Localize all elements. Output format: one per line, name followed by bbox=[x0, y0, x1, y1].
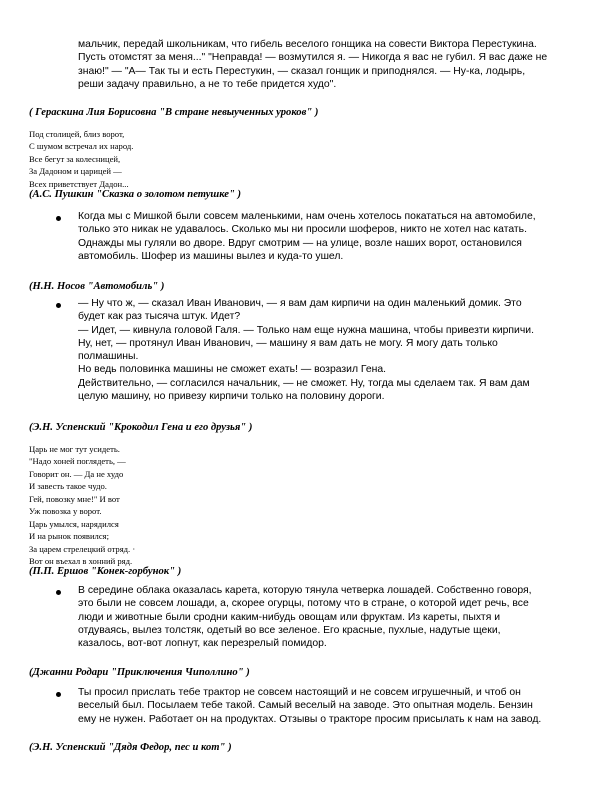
text-line: Но ведь половинка машины не сможет ехать! — возразил Гена. bbox=[78, 364, 387, 376]
text-line: это были не совсем лошади, а, скорее огурцы, потому что в стране, о которой идет речь, все bbox=[78, 598, 529, 610]
poem-line: За Дадоном и царицей — bbox=[29, 166, 122, 177]
text-line: автомобиль. Шофер из машины вылез и куда-то ушел. bbox=[78, 250, 344, 262]
source-citation: (Э.Н. Успенский "Крокодил Гена и его друзья" ) bbox=[29, 422, 253, 433]
text-line: — Ну что ж, — сказал Иван Иванович, — я вам дам кирпичи на один маленький домик. Это bbox=[78, 298, 522, 309]
text-line: отдуваясь, вылез толстяк, одетый во все зеленое. Его красные, пухлые, надутые щеки, bbox=[78, 624, 501, 636]
poem-line: И на рынок появился; bbox=[29, 531, 109, 542]
poem-line: И завесть такое чудо. bbox=[29, 481, 107, 492]
text-line: веселый был. Посылаем тебе такой. Самый веселый на заводе. Это опытная модель. Бензин bbox=[78, 700, 533, 712]
source-citation: (Н.Н. Носов "Автомобиль" ) bbox=[29, 281, 165, 292]
text-line: знаю!" — "А— Так ты и есть Перестукин, — сказал гонщик и приподнялся. — Ну-ка, лодырь, bbox=[78, 65, 526, 77]
poem-excerpt bbox=[29, 128, 133, 190]
text-line: Когда мы с Мишкой были совсем маленькими, нам очень хотелось покататься на автомобиле, bbox=[78, 211, 536, 222]
excerpt-paragraph bbox=[78, 210, 578, 263]
text-line: полмашины. bbox=[78, 351, 139, 363]
text-line: ему не нужен. Работает он на продуктах. Отзывы о тракторе просим присылать к нам на завод. bbox=[78, 713, 542, 725]
poem-line: Вот он въехал в хонний ряд. bbox=[29, 556, 133, 567]
poem-line: Царь умылся, нарядился bbox=[29, 518, 119, 529]
bullet-icon bbox=[56, 692, 61, 697]
bullet-icon bbox=[56, 590, 61, 595]
bullet-icon bbox=[56, 303, 61, 308]
intro-paragraph bbox=[78, 38, 578, 91]
bullet-icon bbox=[56, 216, 61, 221]
poem-line: Все бегут за колесницей, bbox=[29, 153, 121, 164]
poem-line: "Надо хоней поглядеть, — bbox=[29, 456, 126, 467]
source-citation: (Джанни Родари "Приключения Чиполлино" ) bbox=[29, 667, 250, 678]
excerpt-paragraph bbox=[78, 686, 578, 726]
source-citation: (Э.Н. Успенский "Дядя Федор, пес и кот" ) bbox=[29, 742, 232, 753]
poem-line: За царем стрелецкий отряд. · bbox=[29, 543, 136, 554]
text-line: люди и животные были сродни каким-нибудь овощам или фруктам. Из кареты, пыхтя и bbox=[78, 611, 501, 623]
excerpt-paragraph bbox=[78, 584, 578, 650]
text-line: Ну, нет, — протянул Иван Иванович, — машину я вам дать не могу. Я могу дать только bbox=[78, 337, 498, 349]
text-line: будет как раз тысяча штук. Идет? bbox=[78, 311, 241, 323]
poem-line: Говорит он. — Да не худо bbox=[29, 468, 124, 479]
source-citation: ( Гераскина Лия Борисовна "В стране невыученных уроков" ) bbox=[29, 107, 319, 118]
poem-excerpt bbox=[29, 443, 135, 568]
text-line: целую машину, но привезу кирпичи только на половину дороги. bbox=[78, 391, 385, 403]
source-citation: (П.П. Ершов "Конек-горбунок" ) bbox=[29, 566, 182, 577]
text-line: только это никак не удавалось. Сколько мы ни просили шоферов, никто не хотел нас катать. bbox=[78, 224, 527, 236]
text-line: Однажды мы гуляли во дворе. Вдруг смотрим — на улице, возле наших ворот, остановился bbox=[78, 237, 522, 249]
text-line: казалось, вот-вот лопнут, как перезрелый помидор. bbox=[78, 638, 327, 650]
text-line: мальчик, передай школьникам, что гибель веселого гонщика на совести Виктора Перестукина. bbox=[78, 39, 537, 50]
text-line: Ты просил прислать тебе трактор не совсем настоящий и не совсем игрушечный, и чтоб он bbox=[78, 687, 521, 698]
text-line: Пусть отомстят за меня..." "Неправда! — возмутился я. — Никогда я вас не губил. Я вас даже не bbox=[78, 52, 548, 64]
poem-line: Под столицей, близ ворот, bbox=[29, 129, 125, 139]
text-line: Действительно, — согласился начальник, — не сможет. Ну, тогда мы сделаем так. Я вам дам bbox=[78, 377, 530, 389]
poem-line: С шумом встречал их народ. bbox=[29, 141, 134, 152]
text-line: реши задачу правильно, а не то тебе придется худо". bbox=[78, 78, 337, 90]
poem-line: Гей, повозку мне!" И вот bbox=[29, 493, 120, 504]
excerpt-paragraph bbox=[78, 297, 578, 403]
text-line: В середине облака оказалась карета, которую тянула четверка лошадей. Собственно говоря, bbox=[78, 585, 532, 596]
poem-line: Уж повозка у ворот. bbox=[29, 506, 102, 517]
poem-line: Царь не мог тут усидеть. bbox=[29, 444, 120, 454]
poem-line: Всех приветствует Дадон... bbox=[29, 178, 129, 189]
source-citation: (А.С. Пушкин "Сказка о золотом петушке" ) bbox=[29, 189, 242, 200]
text-line: — Идет, — кивнула головой Галя. — Только нам еще нужна машина, чтобы привезти кирпичи. bbox=[78, 324, 534, 336]
